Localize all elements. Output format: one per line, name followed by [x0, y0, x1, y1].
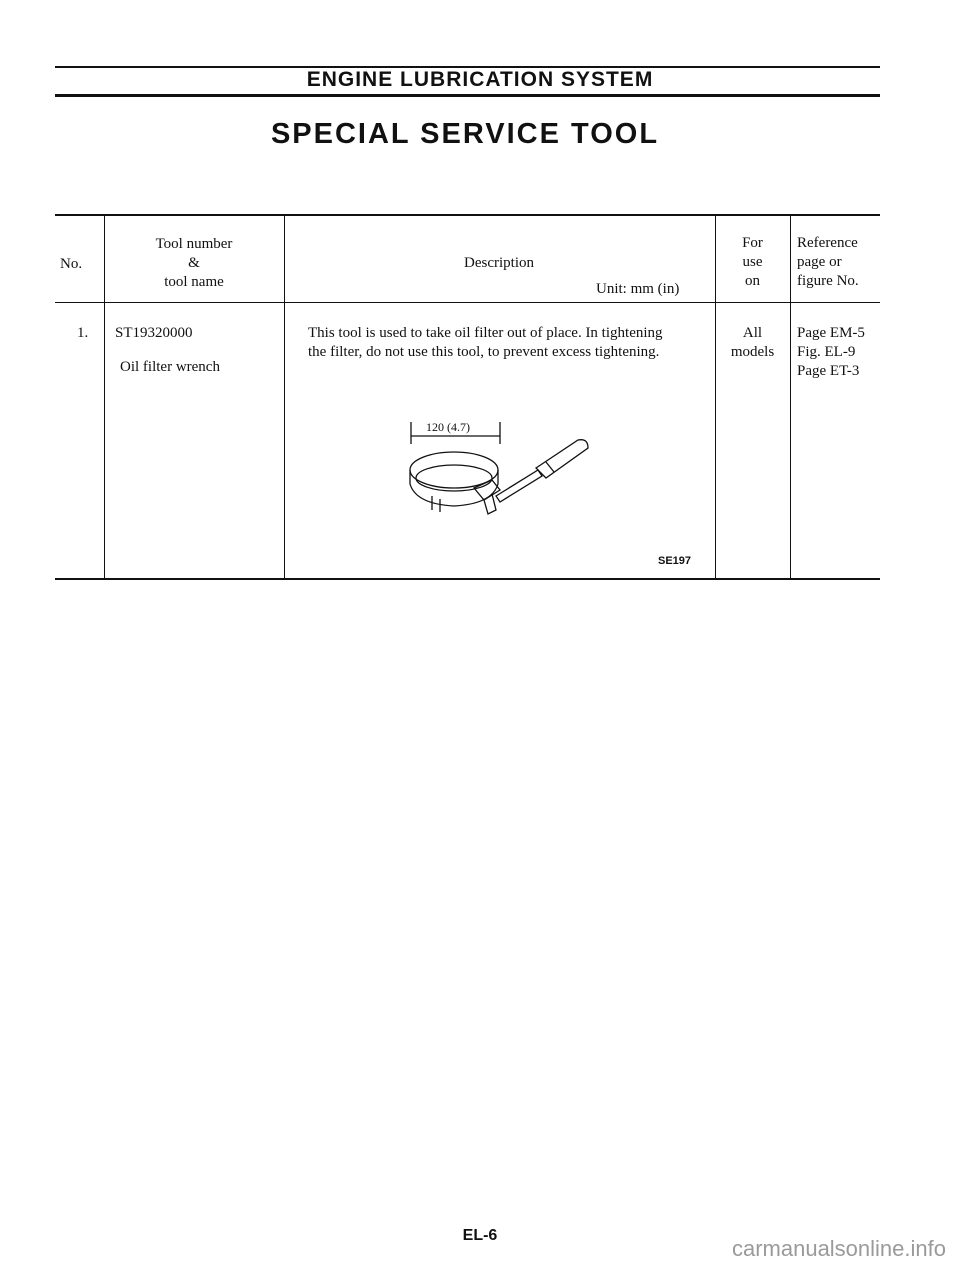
reference-3: Page ET-3	[797, 363, 860, 379]
table-header-rule	[55, 302, 880, 303]
figure-code: SE197	[658, 555, 692, 567]
header-ref-line2: page or	[797, 254, 842, 270]
header-tool	[104, 235, 284, 292]
oil-filter-wrench-drawing	[396, 418, 606, 528]
header-unit: Unit: mm (in)	[596, 281, 680, 297]
reference-1: Page EM-5	[797, 325, 865, 341]
header-ref-line1: Reference	[797, 235, 858, 251]
table-bottom-rule	[55, 578, 880, 580]
use-line2: models	[730, 344, 775, 360]
col-divider-tool	[284, 216, 285, 578]
header-reference	[797, 234, 859, 291]
section-title: ENGINE LUBRICATION SYSTEM	[306, 68, 654, 91]
header-tool-line2: &	[188, 255, 200, 271]
header-tool-line1: Tool number	[155, 236, 233, 252]
header-for-use	[715, 234, 790, 291]
tool-name: Oil filter wrench	[120, 359, 220, 375]
header-ref-line3: figure No.	[797, 273, 859, 289]
watermark: carmanualsonline.info	[731, 1236, 946, 1261]
for-use-on	[715, 324, 790, 362]
header-for-line1: For	[742, 235, 763, 251]
row-number: 1.	[77, 325, 89, 341]
oil-filter-wrench-illustration	[396, 418, 606, 528]
header-tool-line3: tool name	[164, 274, 224, 290]
description-line1: This tool is used to take oil filter out of place. In tightening	[308, 325, 663, 341]
use-line1: All	[742, 325, 763, 341]
description-text	[308, 324, 663, 362]
header-no: No.	[60, 256, 83, 272]
top-rule-thick	[55, 94, 880, 97]
description-line2: the filter, do not use this tool, to prevent excess tightening.	[308, 344, 660, 360]
dimension-label: 120 (4.7)	[426, 420, 470, 434]
header-for-line2: use	[742, 254, 763, 270]
table-top-rule	[55, 214, 880, 216]
page-title: SPECIAL SERVICE TOOL	[270, 118, 660, 150]
header-description: Description	[464, 255, 534, 271]
tool-number: ST19320000	[115, 325, 193, 341]
reference-2: Fig. EL-9	[797, 344, 856, 360]
reference-pages	[797, 324, 865, 381]
col-divider-use	[790, 216, 791, 578]
header-for-line3: on	[745, 273, 760, 289]
page-number: EL-6	[462, 1227, 498, 1244]
